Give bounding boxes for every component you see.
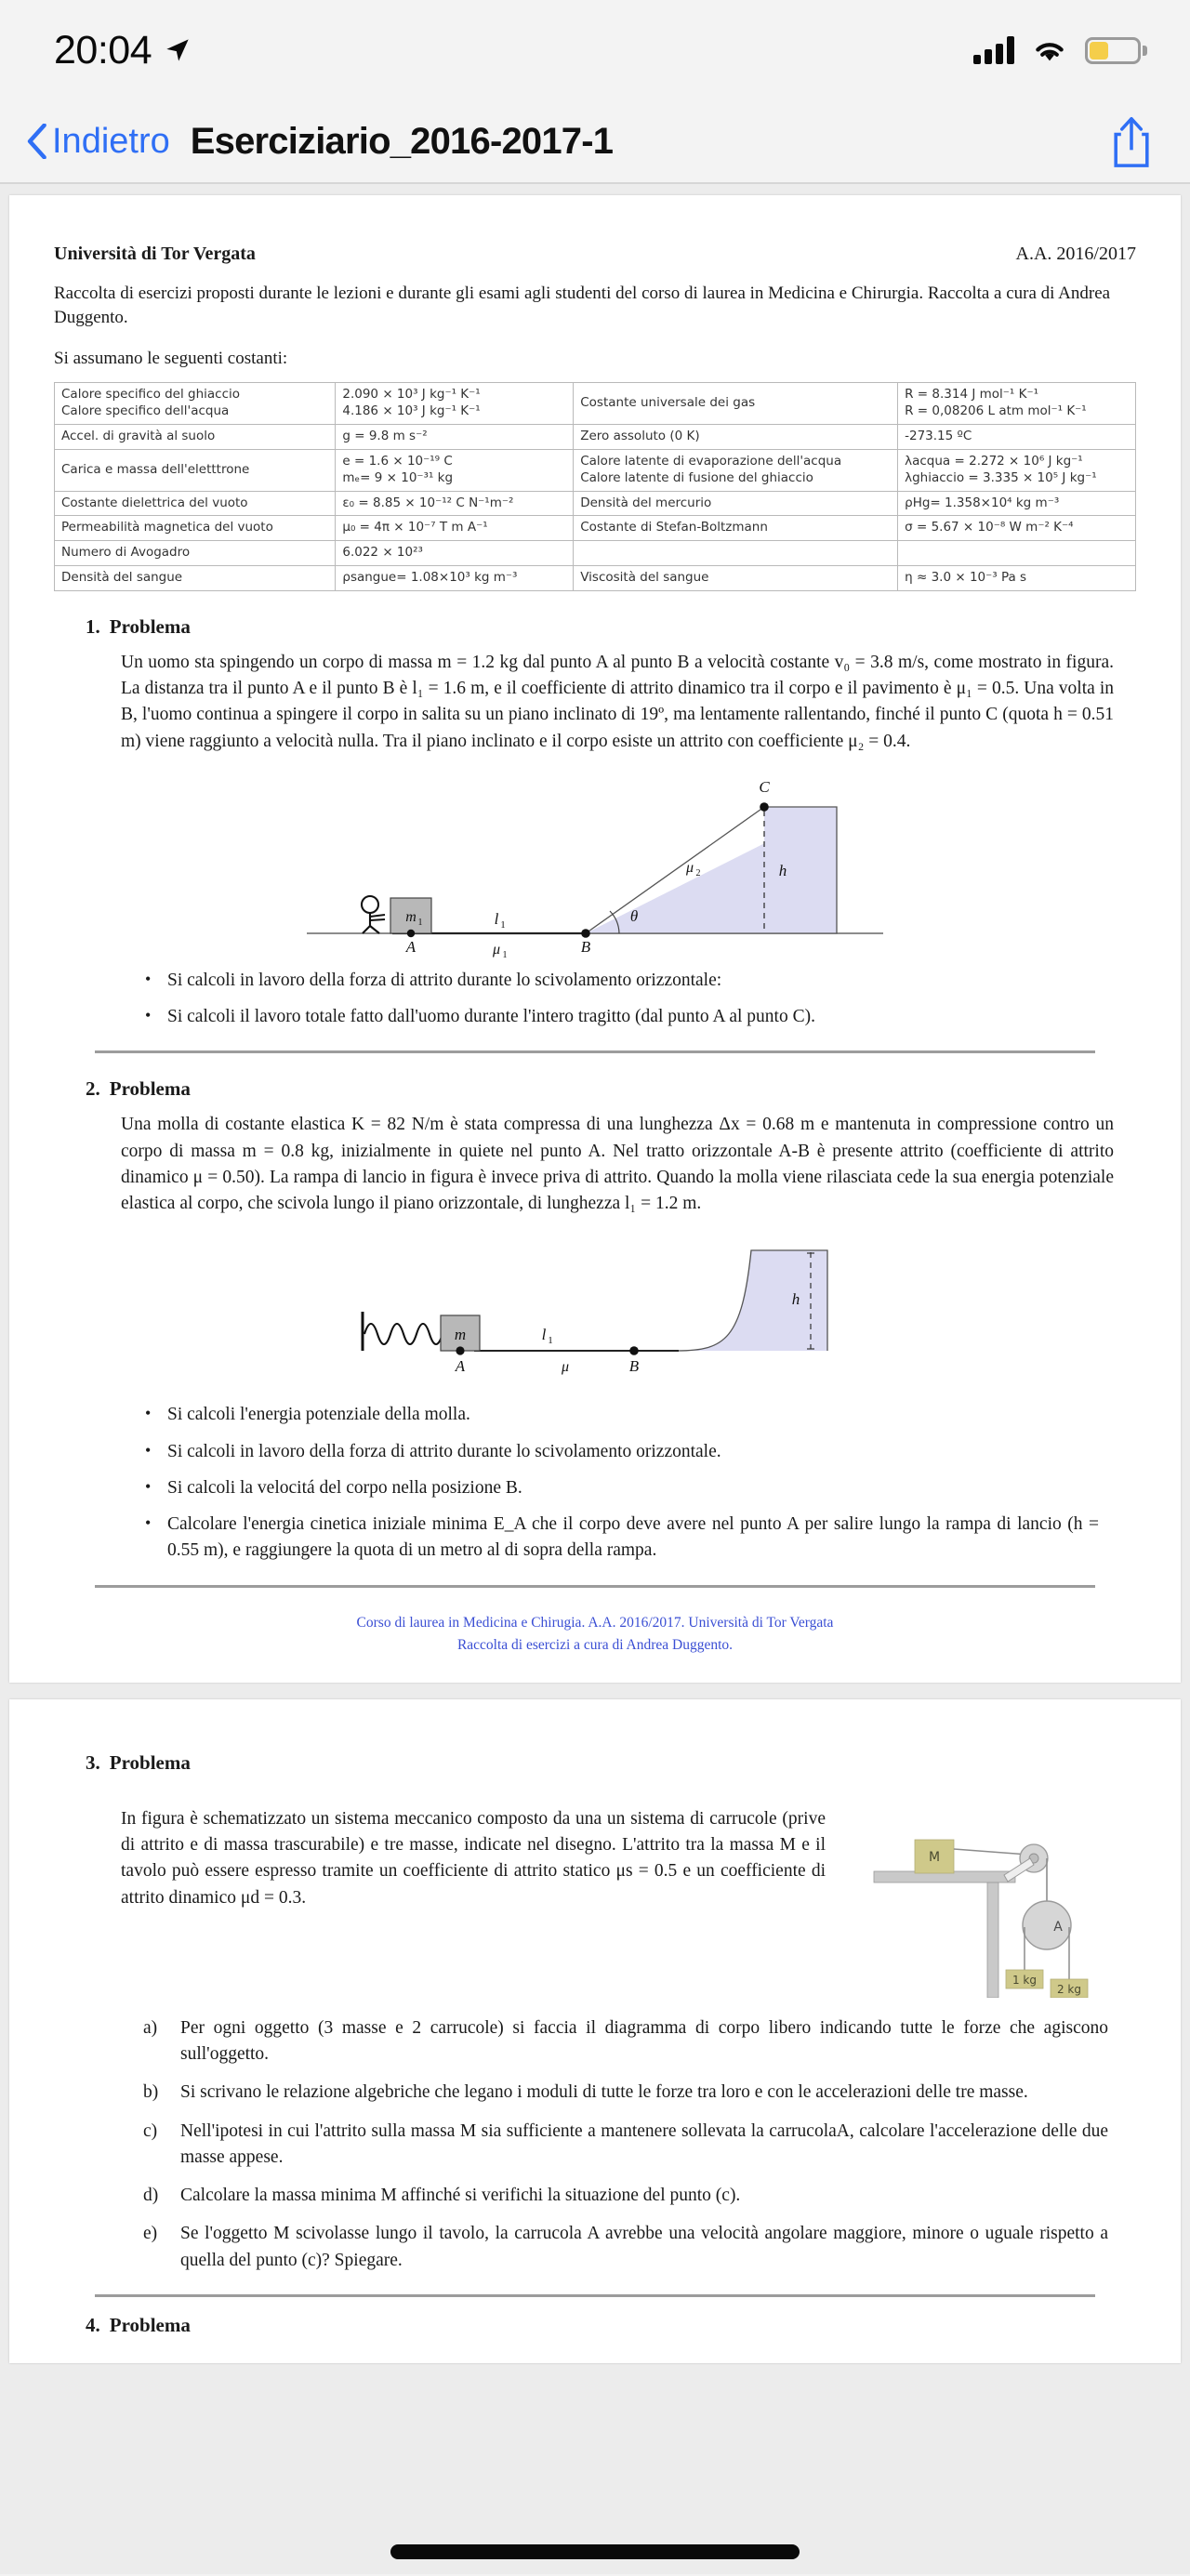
page-title: Eserciziario_2016-2017-1 — [190, 120, 614, 162]
problem-3-title — [86, 1751, 1136, 1775]
table-cell: ρHg= 1.358×10⁴ kg m⁻³ — [898, 491, 1136, 516]
share-button[interactable] — [1110, 115, 1153, 167]
table-cell: Costante dielettrica del vuoto — [55, 491, 336, 516]
problem-2-title — [86, 1077, 1136, 1101]
table-cell: Carica e massa dell'eletttrone — [55, 449, 336, 491]
section-divider-1 — [95, 1050, 1095, 1053]
section-divider-3 — [95, 2294, 1095, 2297]
status-bar — [0, 0, 1190, 100]
footer-line-2: Raccolta di esercizi a cura di Andrea Duggento. — [456, 1636, 734, 1653]
battery-low-power-icon — [1085, 37, 1147, 64]
svg-text:B: B — [628, 1357, 640, 1376]
table-cell: 6.022 × 10²³ — [336, 541, 574, 566]
problem-3-items — [143, 2015, 1136, 2274]
svg-text:μ: μ — [492, 941, 501, 958]
table-row — [55, 491, 1136, 516]
table-cell: Densità del sangue — [55, 565, 336, 590]
svg-text:B: B — [580, 937, 591, 956]
document-page-1 — [9, 195, 1181, 1683]
share-icon — [1110, 115, 1153, 167]
svg-text:1: 1 — [502, 949, 508, 958]
problem-4-number: 4. — [86, 2313, 100, 2336]
constants-table — [54, 382, 1136, 590]
document-scroll-area[interactable] — [0, 184, 1190, 2574]
svg-text:μ: μ — [561, 1359, 570, 1376]
svg-text:M: M — [928, 1849, 941, 1865]
list-item: • Si calcoli in lavoro della forza di attrito durante lo scivolamento orizzontale. — [143, 1439, 1099, 1465]
table-cell: Viscosità del sangue — [574, 565, 898, 590]
problem-1-title — [86, 615, 1136, 639]
table-cell: Calore specifico del ghiaccio Calore specifico dell'acqua — [55, 383, 336, 425]
svg-text:C: C — [759, 777, 770, 796]
problem-2 — [54, 1077, 1136, 1564]
chevron-left-icon — [26, 124, 46, 159]
svg-text:m: m — [454, 1326, 467, 1344]
svg-text:θ: θ — [629, 906, 639, 925]
page-footer — [54, 1612, 1136, 1657]
problem-1-number: 1. — [86, 614, 100, 638]
svg-text:h: h — [791, 1290, 800, 1309]
table-cell: R = 8.314 J mol⁻¹ K⁻¹ R = 0,08206 L atm mol⁻¹ K⁻¹ — [898, 383, 1136, 425]
table-cell: Zero assoluto (0 K) — [574, 425, 898, 450]
table-cell: η ≈ 3.0 × 10⁻³ Pa s — [898, 565, 1136, 590]
pulley-system-figure — [857, 1806, 1136, 2002]
table-cell: ρsangue= 1.08×10³ kg m⁻³ — [336, 565, 574, 590]
problem-1-bullets — [143, 968, 1136, 1031]
list-item: • Calcolare l'energia cinetica iniziale minima E_A che il corpo deve avere nel punto A per salire lungo la rampa di lancio (h = 0.55 m), e raggiungere la quota di un metro al di sopra della rampa. — [143, 1512, 1099, 1565]
svg-text:1: 1 — [417, 917, 423, 928]
list-item: Nell'ipotesi in cui l'attrito sulla massa M sia sufficiente a mantenere sollevata la carrucolaA, calcolare l'accelerazione delle due masse appese. — [180, 2120, 1108, 2167]
table-cell: Densità del mercurio — [574, 491, 898, 516]
svg-text:A: A — [1053, 1919, 1063, 1935]
table-cell: Numero di Avogadro — [55, 541, 336, 566]
inclined-plane-figure — [307, 768, 883, 958]
problem-1-text: Un uomo sta spingendo un corpo di massa m = 1.2 kg dal punto A al punto B a velocità costante v₀ = 3.8 m/s, come mostrato in figura. La distanza tra il punto A e il punto B è l₁ = 1.6 m, e il coefficiente di attrito dinamico tra il corpo e il pavimento è μ₁ = 0.5. Una volta in B, l'uomo continua a spingere il corpo in salita su un piano inclinato di 19º, ma lentamente rallentando, finché il punto C (quota h = 0.51 m) viene raggiunto a velocità nulla. Tra il piano inclinato e il corpo esiste un attrito con coefficiente μ₂ = 0.4. — [121, 652, 1114, 751]
list-item: Si scrivano le relazione algebriche che legano i moduli di tutte le forze tra loro e con le accelerazioni delle tre masse. — [180, 2082, 1028, 2103]
status-bar-right — [973, 36, 1147, 64]
table-cell — [898, 541, 1136, 566]
svg-text:l: l — [494, 909, 499, 928]
table-row — [55, 565, 1136, 590]
problem-2-text: Una molla di costante elastica K = 82 N/m è stata compressa di una lunghezza Δx = 0.68 m e mantenuta in compressione contro un corpo di massa m = 0.8 kg, inizialmente in quiete nel punto A. Nel tratto orizzontale A-B è presente attrito (coefficiente di attrito dinamico μ = 0.50). La rampa di lancio in figura è invece priva di attrito. Quando la molla viene rilasciata cede la sua energia potenziale elastica al corpo, che scivola lungo il piano orizzontale, di lunghezza l₁ = 1.2 m. — [121, 1115, 1114, 1214]
table-cell — [574, 541, 898, 566]
svg-text:1: 1 — [548, 1335, 553, 1347]
svg-text:μ: μ — [685, 859, 694, 876]
table-cell: Costante universale dei gas — [574, 383, 898, 425]
status-time: 20:04 — [54, 27, 152, 73]
problem-3-label: Problema — [109, 1750, 191, 1774]
table-cell: g = 9.8 m s⁻² — [336, 425, 574, 450]
problem-1 — [54, 615, 1136, 1031]
problem-4 — [54, 2314, 1136, 2337]
back-button[interactable] — [26, 122, 170, 162]
svg-text:A: A — [455, 1357, 466, 1376]
navigation-bar — [0, 100, 1190, 182]
list-item: • Si calcoli l'energia potenziale della molla. — [143, 1402, 1099, 1428]
table-cell: λacqua = 2.272 × 10⁶ J kg⁻¹ λghiaccio = 3.335 × 10⁵ J kg⁻¹ — [898, 449, 1136, 491]
problem-2-label: Problema — [109, 1077, 191, 1101]
svg-text:l: l — [541, 1326, 547, 1344]
table-cell: Costante di Stefan-Boltzmann — [574, 516, 898, 541]
table-cell: 2.090 × 10³ J kg⁻¹ K⁻¹ 4.186 × 10³ J kg⁻¹ K⁻¹ — [336, 383, 574, 425]
table-cell: Calore latente di evaporazione dell'acqua Calore latente di fusione del ghiaccio — [574, 449, 898, 491]
table-row — [55, 425, 1136, 450]
table-cell: e = 1.6 × 10⁻¹⁹ C mₑ= 9 × 10⁻³¹ kg — [336, 449, 574, 491]
page-gap — [9, 1683, 1181, 1699]
svg-text:2: 2 — [695, 867, 701, 878]
problem-3 — [54, 1751, 1136, 2274]
university-name: Università di Tor Vergata — [54, 244, 256, 264]
problem-4-label: Problema — [109, 2313, 191, 2336]
svg-text:1 kg: 1 kg — [1012, 1973, 1038, 1987]
problem-3-text: In figura è schematizzato un sistema meccanico composto da una un sistema di carrucole (prive di attrito e di massa trascurabile) e tre masse, indicate nel disegno. L'attrito tra la massa M e il tavolo può essere espresso tramite un coefficiente di attrito statico μs = 0.5 e un coefficiente di attrito dinamico μd = 0.3. — [121, 1808, 826, 1908]
section-divider-2 — [95, 1585, 1095, 1588]
table-cell: μ₀ = 4π × 10⁻⁷ T m A⁻¹ — [336, 516, 574, 541]
home-indicator — [390, 2544, 800, 2559]
problem-1-label: Problema — [109, 614, 191, 638]
list-item: Calcolare la massa minima M affinché si verifichi la situazione del punto (c). — [180, 2186, 741, 2206]
footer-line-1: Corso di laurea in Medicina e Chirugia. A.A. 2016/2017. Università di Tor Vergata — [356, 1614, 834, 1631]
table-cell: Accel. di gravità al suolo — [55, 425, 336, 450]
svg-text:1: 1 — [500, 918, 506, 931]
location-arrow-icon — [165, 37, 191, 63]
table-row — [55, 516, 1136, 541]
wifi-icon — [1033, 37, 1066, 63]
document-header — [54, 244, 1136, 265]
table-cell: ε₀ = 8.85 × 10⁻¹² C N⁻¹m⁻² — [336, 491, 574, 516]
list-item: Per ogni oggetto (3 masse e 2 carrucole) si faccia il diagramma di corpo libero indicando tutte le forze che agiscono sull'oggetto. — [180, 2017, 1108, 2065]
academic-year: A.A. 2016/2017 — [1015, 244, 1136, 264]
svg-text:A: A — [405, 937, 416, 956]
problem-4-title — [86, 2314, 1136, 2337]
list-item: • Si calcoli la velocitá del corpo nella posizione B. — [143, 1475, 1099, 1501]
spring-ramp-figure — [335, 1230, 855, 1393]
svg-text:m: m — [405, 908, 416, 925]
table-cell: -273.15 ºC — [898, 425, 1136, 450]
back-button-label: Indietro — [52, 121, 170, 161]
table-cell: σ = 5.67 × 10⁻⁸ W m⁻² K⁻⁴ — [898, 516, 1136, 541]
problem-2-bullets — [143, 1402, 1136, 1564]
problem-2-number: 2. — [86, 1077, 100, 1101]
problem-3-number: 3. — [86, 1750, 100, 1774]
status-bar-left — [54, 28, 191, 73]
table-cell: Permeabilità magnetica del vuoto — [55, 516, 336, 541]
cellular-signal-icon — [973, 36, 1014, 64]
table-row — [55, 541, 1136, 566]
assume-line: Si assumano le seguenti costanti: — [54, 349, 288, 369]
list-item: • Si calcoli il lavoro totale fatto dall'uomo durante l'intero tragitto (dal punto A al punto C). — [143, 1004, 1099, 1030]
document-intro: Raccolta di esercizi proposti durante le lezioni e durante gli esami agli studenti del corso di laurea in Medicina e Chirurgia. Raccolta a cura di Andrea Duggento. — [54, 284, 1111, 328]
table-row — [55, 449, 1136, 491]
table-row — [55, 383, 1136, 425]
list-item: Se l'oggetto M scivolasse lungo il tavolo, la carrucola A avrebbe una velocità angolare maggiore, minore o uguale rispetto a quella del punto (c)? Spiegare. — [180, 2224, 1108, 2270]
svg-text:2 kg: 2 kg — [1056, 1982, 1082, 1996]
list-item: • Si calcoli in lavoro della forza di attrito durante lo scivolamento orizzontale: — [143, 968, 1099, 994]
svg-text:h: h — [778, 861, 787, 879]
document-page-2 — [9, 1699, 1181, 2363]
